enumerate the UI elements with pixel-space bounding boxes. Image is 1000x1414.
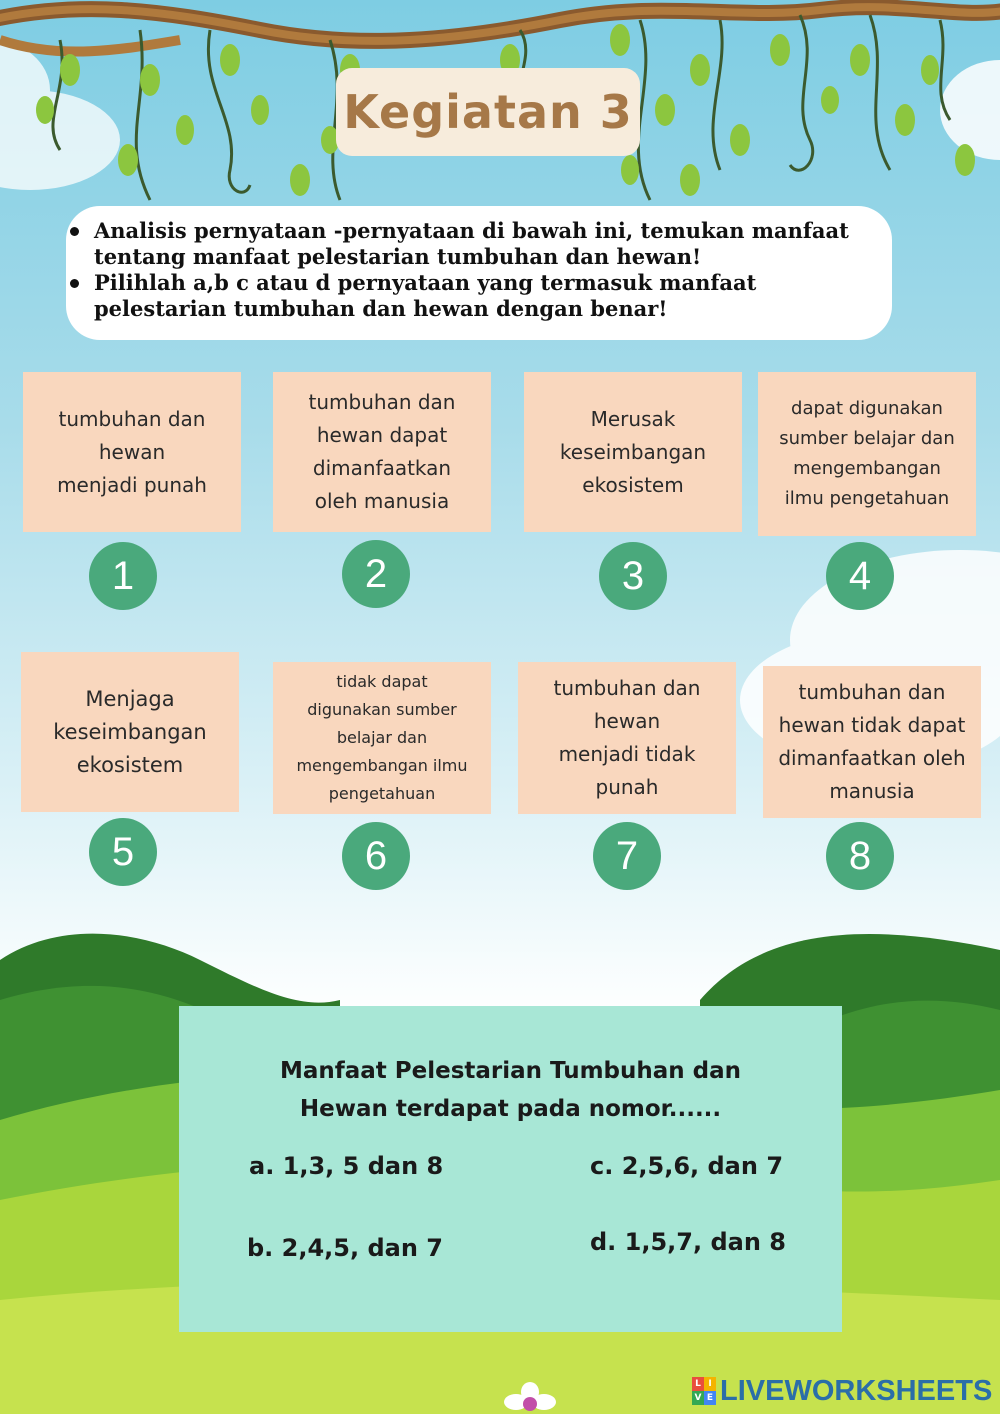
number-label: 7	[615, 833, 639, 878]
number-badge-6	[342, 822, 410, 890]
statement-text: Merusak keseimbangan ekosistem	[559, 406, 707, 497]
option-b[interactable]: b. 2,4,5, dan 7	[247, 1234, 443, 1262]
number-label: 8	[848, 833, 872, 878]
number-label: 5	[111, 829, 135, 874]
number-badge-2	[342, 540, 410, 608]
statement-card-6	[273, 662, 491, 814]
liveworksheets-logo[interactable]	[692, 1374, 992, 1408]
statement-text: tidak dapat digunakan sumber belajar dan mengembangan ilmu pengetahuan	[296, 672, 468, 803]
number-label: 2	[364, 551, 388, 596]
logo-letter: I	[704, 1377, 716, 1391]
statement-text: tumbuhan dan hewan dapat dimanfaatkan oleh manusia	[308, 390, 456, 513]
statement-text: dapat digunakan sumber belajar dan mengembangan ilmu pengetahuan	[779, 398, 955, 509]
logo-letter: E	[704, 1391, 716, 1405]
statement-text: Menjaga keseimbangan ekosistem	[53, 686, 207, 777]
statement-text: tumbuhan dan hewan menjadi punah	[57, 406, 207, 497]
title-banner	[336, 68, 640, 156]
option-d[interactable]: d. 1,5,7, dan 8	[590, 1228, 786, 1256]
instruction-item	[94, 218, 872, 270]
instruction-text: Analisis pernyataan -pernyataan di bawah ini, temukan manfaat tentang manfaat pelestarian tumbuhan dan hewan!	[94, 218, 849, 269]
instructions-panel	[66, 206, 892, 340]
logo-letter: L	[692, 1377, 704, 1391]
statement-card-7	[518, 662, 736, 814]
bullet-icon	[70, 279, 79, 288]
statement-text: tumbuhan dan hewan tidak dapat dimanfaatkan oleh manusia	[778, 680, 966, 803]
number-badge-8	[826, 822, 894, 890]
page-title: Kegiatan 3	[343, 85, 633, 139]
instruction-text: Pilihlah a,b c atau d pernyataan yang termasuk manfaat pelestarian tumbuhan dan hewan dengan benar!	[94, 270, 757, 321]
number-label: 4	[848, 553, 872, 598]
number-label: 6	[364, 833, 388, 878]
option-c[interactable]: c. 2,5,6, dan 7	[590, 1152, 784, 1180]
bullet-icon	[70, 227, 79, 236]
number-label: 1	[111, 553, 135, 598]
statement-card-8	[763, 666, 981, 818]
statement-card-1	[23, 372, 241, 532]
number-badge-1	[89, 542, 157, 610]
statement-card-5	[21, 652, 239, 812]
liveworksheets-icon	[692, 1377, 716, 1405]
number-badge-3	[599, 542, 667, 610]
instructions-list	[94, 218, 872, 322]
option-a[interactable]: a. 1,3, 5 dan 8	[249, 1152, 444, 1180]
number-badge-5	[89, 818, 157, 886]
number-badge-4	[826, 542, 894, 610]
logo-letter: V	[692, 1391, 704, 1405]
statement-card-2	[273, 372, 491, 532]
number-label: 3	[621, 553, 645, 598]
question-title: Manfaat Pelestarian Tumbuhan dan Hewan terdapat pada nomor......	[279, 1058, 742, 1122]
statement-card-4	[758, 372, 976, 536]
instruction-item	[94, 270, 872, 322]
statement-card-3	[524, 372, 742, 532]
brand-name: LIVEWORKSHEETS	[720, 1374, 993, 1407]
cloud-left	[0, 40, 120, 190]
number-badge-7	[593, 822, 661, 890]
statement-text: tumbuhan dan hewan menjadi tidak punah	[553, 676, 701, 799]
question-panel	[179, 1006, 842, 1332]
